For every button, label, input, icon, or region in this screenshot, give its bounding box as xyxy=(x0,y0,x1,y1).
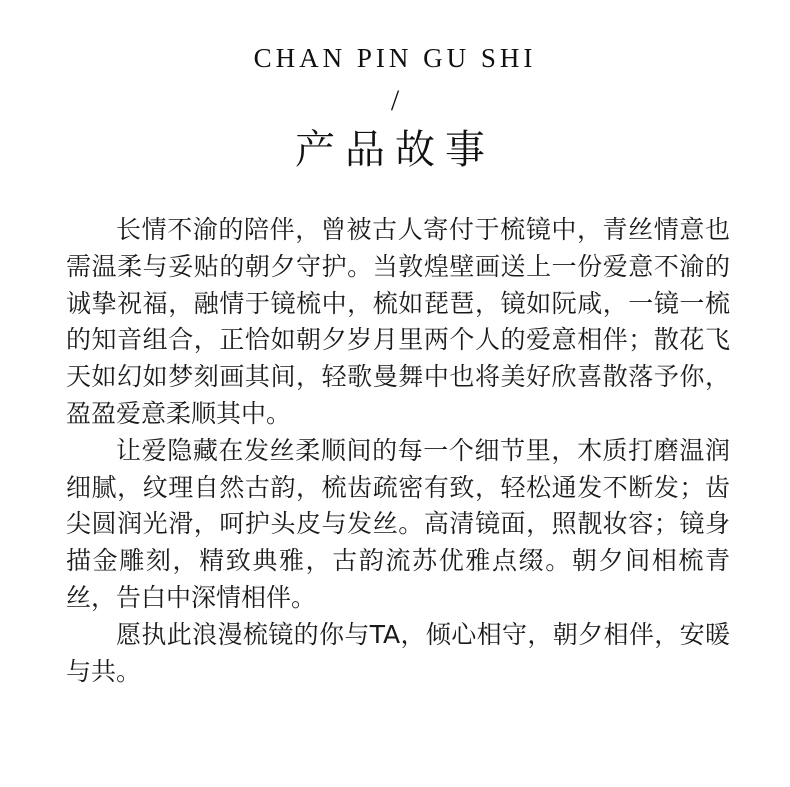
story-paragraph-1: 长情不渝的陪伴，曾被古人寄付于梳镜中，青丝情意也需温柔与妥贴的朝夕守护。当敦煌壁画送上一份爱意不渝的诚挚祝福，融情于镜梳中，梳如琵琶，镜如阮咸，一镜一梳的知音组合，正恰如朝夕岁月里两个人的爱意相伴；散花飞天如幻如梦刻画其间，轻歌曼舞中也将美好欣喜散落予你，盈盈爱意柔顺其中。 xyxy=(66,215,730,428)
title-pinyin: CHAN PIN GU SHI xyxy=(253,43,537,73)
story-body xyxy=(66,212,730,690)
story-paragraph-2: 让爱隐藏在发丝柔顺间的每一个细节里，木质打磨温润细腻，纹理自然古韵，梳齿疏密有致，轻松通发不断发；齿尖圆润光滑，呵护头皮与发丝。高清镜面，照靓妆容；镜身描金雕刻，精致典雅，古韵流苏优雅点缀。朝夕间相梳青丝，告白中深情相伴。 xyxy=(66,435,730,612)
page-title: 产品故事 xyxy=(295,127,495,173)
title-divider-slash: / xyxy=(390,84,400,117)
story-paragraph-3: 愿执此浪漫梳镜的你与TA，倾心相守，朝夕相伴，安暖与共。 xyxy=(66,619,730,686)
